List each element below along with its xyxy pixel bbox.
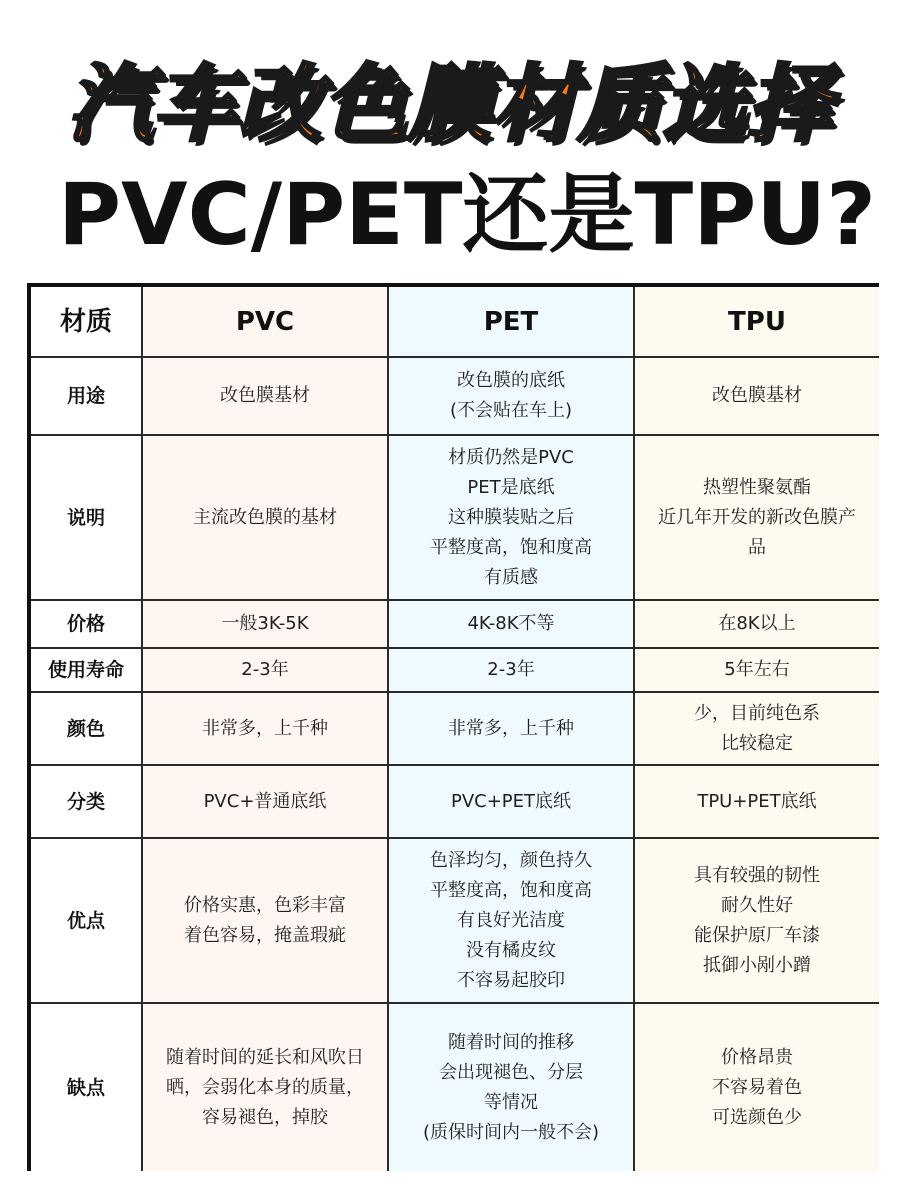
- cell-text: 抵御小剐小蹭: [703, 954, 811, 976]
- cell-text: 价格实惠，色彩丰富: [184, 894, 346, 916]
- cell-pet: [388, 648, 634, 692]
- cell-pet: [388, 435, 634, 600]
- cell-tpu: [634, 765, 879, 838]
- cell-pvc: [142, 648, 388, 692]
- cell-pvc: [142, 765, 388, 838]
- row-label: 价格: [31, 600, 142, 648]
- cell-text: 色泽均匀，颜色持久: [430, 849, 592, 871]
- row-label: 使用寿命: [31, 648, 142, 692]
- cell-text: 改色膜基材: [712, 385, 802, 406]
- cell-text: 有质感: [484, 566, 538, 588]
- cell-text: 没有橘皮纹: [466, 939, 556, 961]
- cell-tpu: [634, 692, 879, 765]
- page-title: 汽车改色膜材质选择: [67, 55, 833, 153]
- cell-text: 能保护原厂车漆: [694, 924, 820, 946]
- cell-pet: [388, 600, 634, 648]
- cell-text: 品: [748, 536, 766, 558]
- header-pet: PET: [388, 287, 634, 357]
- cell-text: 这种膜装贴之后: [448, 506, 574, 528]
- cell-pvc: [142, 357, 388, 435]
- cell-text: 会出现褪色、分层: [439, 1061, 583, 1083]
- cell-text: 有良好光洁度: [457, 909, 565, 931]
- cell-pvc: [142, 600, 388, 648]
- cell-pvc: [142, 1003, 388, 1171]
- row-label: 分类: [31, 765, 142, 838]
- cell-text: 平整度高，饱和度高: [430, 536, 592, 558]
- cell-text: 非常多，上千种: [202, 717, 328, 739]
- cell-tpu: [634, 600, 879, 648]
- cell-text: (不会贴在车上): [449, 400, 573, 421]
- cell-text: 少，目前纯色系: [694, 702, 820, 724]
- cell-tpu: [634, 1003, 879, 1171]
- cell-pvc: [142, 435, 388, 600]
- table-row: [31, 648, 879, 692]
- cell-pet: [388, 765, 634, 838]
- row-label: 缺点: [31, 1003, 142, 1171]
- cell-text: (质保时间内一般不会): [422, 1121, 600, 1143]
- cell-text: 具有较强的韧性: [694, 864, 820, 886]
- cell-text: PET是底纸: [467, 476, 555, 498]
- cell-text: 2-3年: [487, 659, 535, 680]
- cell-text: 在8K以上: [718, 613, 796, 634]
- cell-text: 耐久性好: [721, 894, 793, 916]
- table-row: [31, 600, 879, 648]
- cell-tpu: [634, 838, 879, 1003]
- cell-text: 容易褪色，掉胶: [202, 1106, 328, 1128]
- cell-text: 近几年开发的新改色膜产: [658, 506, 856, 528]
- cell-text: 一般3K-5K: [221, 613, 309, 634]
- cell-text: 2-3年: [241, 659, 289, 680]
- cell-text: 材质仍然是PVC: [448, 446, 574, 468]
- cell-text: 改色膜的底纸: [457, 370, 565, 391]
- cell-text: 平整度高，饱和度高: [430, 879, 592, 901]
- table-row: [31, 357, 879, 435]
- cell-text: TPU+PET底纸: [697, 790, 817, 812]
- cell-text: 随着时间的延长和风吹日: [166, 1046, 364, 1068]
- cell-text: PVC+普通底纸: [203, 790, 327, 812]
- cell-text: 5年左右: [724, 659, 790, 680]
- cell-text: 改色膜基材: [220, 385, 310, 406]
- row-label: 说明: [31, 435, 142, 600]
- cell-text: 可选颜色少: [712, 1106, 802, 1128]
- cell-text: 价格昂贵: [721, 1046, 793, 1068]
- table-header-row: [31, 287, 879, 357]
- table-row: [31, 765, 879, 838]
- cell-text: 晒，会弱化本身的质量，: [166, 1076, 364, 1098]
- cell-tpu: [634, 435, 879, 600]
- cell-tpu: [634, 648, 879, 692]
- page-subtitle: PVC/PET还是TPU?: [58, 165, 876, 265]
- cell-text: 等情况: [484, 1091, 538, 1113]
- table-row: [31, 435, 879, 600]
- cell-text: 着色容易，掩盖瑕疵: [184, 924, 346, 946]
- cell-tpu: [634, 357, 879, 435]
- cell-text: 随着时间的推移: [448, 1031, 574, 1053]
- header-tpu: TPU: [634, 287, 879, 357]
- comparison-table: [27, 283, 879, 1171]
- cell-text: 主流改色膜的基材: [193, 506, 337, 528]
- cell-text: 比较稳定: [721, 732, 793, 754]
- table-row: [31, 1003, 879, 1171]
- header-material: 材质: [31, 287, 142, 357]
- cell-pvc: [142, 692, 388, 765]
- cell-text: 不容易起胶印: [457, 969, 565, 991]
- cell-pvc: [142, 838, 388, 1003]
- cell-pet: [388, 692, 634, 765]
- cell-text: 不容易着色: [712, 1076, 802, 1098]
- cell-pet: [388, 357, 634, 435]
- cell-pet: [388, 838, 634, 1003]
- row-label: 颜色: [31, 692, 142, 765]
- table-row: [31, 692, 879, 765]
- row-label: 用途: [31, 357, 142, 435]
- header-pvc: PVC: [142, 287, 388, 357]
- table-row: [31, 838, 879, 1003]
- cell-text: 热塑性聚氨酯: [703, 476, 811, 498]
- cell-pet: [388, 1003, 634, 1171]
- cell-text: PVC+PET底纸: [450, 790, 572, 812]
- cell-text: 非常多，上千种: [448, 717, 574, 739]
- row-label: 优点: [31, 838, 142, 1003]
- cell-text: 4K-8K不等: [467, 613, 555, 634]
